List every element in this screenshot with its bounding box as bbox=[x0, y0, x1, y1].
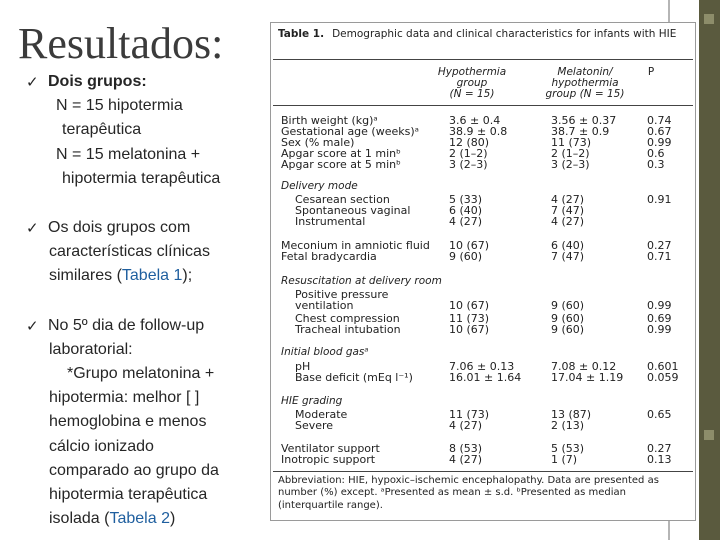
hypothermia-value: 10 (67) bbox=[449, 299, 490, 312]
table-row bbox=[271, 216, 695, 227]
decorative-side-bar bbox=[699, 0, 720, 540]
column-header-melatonin: Melatonin/ hypothermia group (N = 15) bbox=[545, 66, 625, 100]
table-rule bbox=[273, 471, 693, 472]
bullet-line: N = 15 melatonina + bbox=[56, 145, 201, 163]
bullet-line: Os dois grupos com bbox=[48, 219, 191, 237]
p-value: 0.99 bbox=[647, 136, 672, 149]
row-label: Positive pressure bbox=[295, 288, 389, 301]
hypothermia-value: 6 (40) bbox=[449, 204, 483, 217]
melatonin-value: 5 (53) bbox=[551, 442, 585, 455]
hypothermia-value: 11 (73) bbox=[449, 312, 490, 325]
row-label: Instrumental bbox=[295, 215, 366, 228]
bullet-list bbox=[22, 70, 252, 531]
bullet-bold-text: Dois grupos: bbox=[48, 73, 147, 90]
bullet-line: similares (Tabela 1); bbox=[49, 267, 193, 285]
bullet-line: laboratorial: bbox=[49, 340, 133, 358]
p-value: 0.13 bbox=[647, 453, 672, 466]
row-label: Birth weight (kg)ᵃ bbox=[281, 114, 378, 127]
bullet-item bbox=[22, 70, 252, 191]
melatonin-value: 7.08 ± 0.12 bbox=[551, 360, 617, 373]
column-header-p: P bbox=[647, 66, 655, 78]
p-value: 0.059 bbox=[647, 371, 679, 384]
row-label: Tracheal intubation bbox=[295, 323, 401, 336]
table-rule bbox=[273, 59, 693, 60]
table-row bbox=[271, 251, 695, 262]
melatonin-value: 13 (87) bbox=[551, 408, 592, 421]
melatonin-value: 3 (2–3) bbox=[551, 158, 590, 171]
hypothermia-value: 10 (67) bbox=[449, 239, 490, 252]
bullet-line: hipotermia terapêutica bbox=[62, 169, 221, 187]
hypothermia-value: 38.9 ± 0.8 bbox=[449, 125, 508, 138]
bullet-item bbox=[22, 314, 252, 532]
table-section-heading: HIE grading bbox=[281, 395, 343, 407]
row-label: pH bbox=[295, 360, 311, 373]
melatonin-value: 7 (47) bbox=[551, 250, 585, 263]
table-caption: Table 1. Demographic data and clinical characteristics for infants with HIE bbox=[278, 28, 677, 40]
melatonin-value: 38.7 ± 0.9 bbox=[551, 125, 610, 138]
bullet-item bbox=[22, 216, 252, 289]
row-label: Cesarean section bbox=[295, 193, 390, 206]
hypothermia-value: 3.6 ± 0.4 bbox=[449, 114, 501, 127]
p-value: 0.27 bbox=[647, 442, 672, 455]
row-label: Apgar score at 1 minᵇ bbox=[281, 147, 401, 160]
bullet-line: N = 15 hipotermia bbox=[56, 97, 183, 115]
hypothermia-value: 4 (27) bbox=[449, 419, 483, 432]
hypothermia-value: 2 (1–2) bbox=[449, 147, 488, 160]
p-value: 0.65 bbox=[647, 408, 672, 421]
p-value: 0.67 bbox=[647, 125, 672, 138]
table-2-link[interactable]: Tabela 2 bbox=[109, 510, 170, 528]
p-value: 0.69 bbox=[647, 312, 672, 325]
melatonin-value: 2 (13) bbox=[551, 419, 585, 432]
p-value: 0.91 bbox=[647, 193, 672, 206]
melatonin-value: 1 (7) bbox=[551, 453, 578, 466]
melatonin-value: 4 (27) bbox=[551, 193, 585, 206]
melatonin-value: 9 (60) bbox=[551, 299, 585, 312]
row-label: Sex (% male) bbox=[281, 136, 355, 149]
table-row bbox=[271, 372, 695, 383]
hypothermia-value: 3 (2–3) bbox=[449, 158, 488, 171]
table-row bbox=[271, 409, 695, 420]
slide-title: Resultados: bbox=[18, 19, 224, 68]
row-label: Apgar score at 5 minᵇ bbox=[281, 158, 401, 171]
melatonin-value: 17.04 ± 1.19 bbox=[551, 371, 624, 384]
melatonin-value: 11 (73) bbox=[551, 136, 592, 149]
melatonin-value: 3.56 ± 0.37 bbox=[551, 114, 617, 127]
row-label: Meconium in amniotic fluid bbox=[281, 239, 430, 252]
table-section-heading: Initial blood gasᵃ bbox=[281, 346, 369, 358]
p-value: 0.6 bbox=[647, 147, 665, 160]
hypothermia-value: 12 (80) bbox=[449, 136, 490, 149]
hypothermia-value: 7.06 ± 0.13 bbox=[449, 360, 515, 373]
bullet-line: *Grupo melatonina + bbox=[67, 365, 215, 383]
p-value: 0.99 bbox=[647, 299, 672, 312]
row-label: Inotropic support bbox=[281, 453, 376, 466]
table-row bbox=[271, 454, 695, 465]
row-label: Gestational age (weeks)ᵃ bbox=[281, 125, 419, 138]
checkmark-icon: ✓ bbox=[26, 316, 39, 335]
hypothermia-value: 4 (27) bbox=[449, 215, 483, 228]
row-label: Ventilator support bbox=[281, 442, 380, 455]
melatonin-value: 9 (60) bbox=[551, 323, 585, 336]
bullet-line: hipotermia: melhor [ ] bbox=[49, 389, 200, 407]
hypothermia-value: 11 (73) bbox=[449, 408, 490, 421]
hypothermia-value: 4 (27) bbox=[449, 453, 483, 466]
table-figure bbox=[270, 22, 696, 521]
melatonin-value: 9 (60) bbox=[551, 312, 585, 325]
p-value: 0.71 bbox=[647, 250, 672, 263]
p-value: 0.99 bbox=[647, 323, 672, 336]
table-rule bbox=[273, 105, 693, 106]
bullet-line: hemoglobina e menos bbox=[49, 413, 207, 431]
melatonin-value: 2 (1–2) bbox=[551, 147, 590, 160]
bullet-line: comparado ao grupo da bbox=[49, 461, 219, 479]
column-header-hypothermia: Hypothermia group (N = 15) bbox=[437, 66, 507, 100]
hypothermia-value: 5 (33) bbox=[449, 193, 483, 206]
table-section-heading: Resuscitation at delivery room bbox=[281, 275, 442, 287]
bullet-line: terapêutica bbox=[62, 121, 142, 139]
hypothermia-value: 10 (67) bbox=[449, 323, 490, 336]
hypothermia-value: 9 (60) bbox=[449, 250, 483, 263]
bullet-line: características clínicas bbox=[49, 243, 210, 261]
row-label: Chest compression bbox=[295, 312, 400, 325]
table-row bbox=[271, 300, 695, 311]
melatonin-value: 7 (47) bbox=[551, 204, 585, 217]
melatonin-value: 6 (40) bbox=[551, 239, 585, 252]
checkmark-icon: ✓ bbox=[26, 219, 39, 238]
p-value: 0.3 bbox=[647, 158, 665, 171]
decorative-square bbox=[704, 430, 714, 440]
row-label: Fetal bradycardia bbox=[281, 250, 377, 263]
table-footnote: Abbreviation: HIE, hypoxic–ischemic encephalopathy. Data are presented as number (%) except. ᵃPresented as mean ± s.d. ᵇPresented as median (interquartile range). bbox=[278, 475, 659, 511]
table-1-link[interactable]: Tabela 1 bbox=[121, 267, 183, 285]
hypothermia-value: 8 (53) bbox=[449, 442, 483, 455]
p-value: 0.601 bbox=[647, 360, 679, 373]
row-label: Moderate bbox=[295, 408, 348, 421]
hypothermia-value: 16.01 ± 1.64 bbox=[449, 371, 522, 384]
table-row bbox=[271, 159, 695, 170]
p-value: 0.74 bbox=[647, 114, 672, 127]
bullet-line: hipotermia terapêutica bbox=[49, 486, 208, 504]
table-section-heading: Delivery mode bbox=[281, 180, 358, 192]
bullet-line: cálcio ionizado bbox=[49, 437, 154, 455]
checkmark-icon: ✓ bbox=[26, 73, 39, 91]
row-label: Base deficit (mEq l⁻¹) bbox=[295, 371, 413, 384]
bullet-line: No 5º dia de follow-up bbox=[48, 316, 205, 334]
melatonin-value: 4 (27) bbox=[551, 215, 585, 228]
bullet-line: isolada (Tabela 2) bbox=[49, 510, 176, 528]
p-value: 0.27 bbox=[647, 239, 672, 252]
table-row bbox=[271, 420, 695, 431]
row-label: Severe bbox=[295, 419, 334, 432]
row-label: ventilation bbox=[295, 299, 354, 312]
table-row bbox=[271, 324, 695, 335]
row-label: Spontaneous vaginal bbox=[295, 204, 411, 217]
decorative-square bbox=[704, 14, 714, 24]
